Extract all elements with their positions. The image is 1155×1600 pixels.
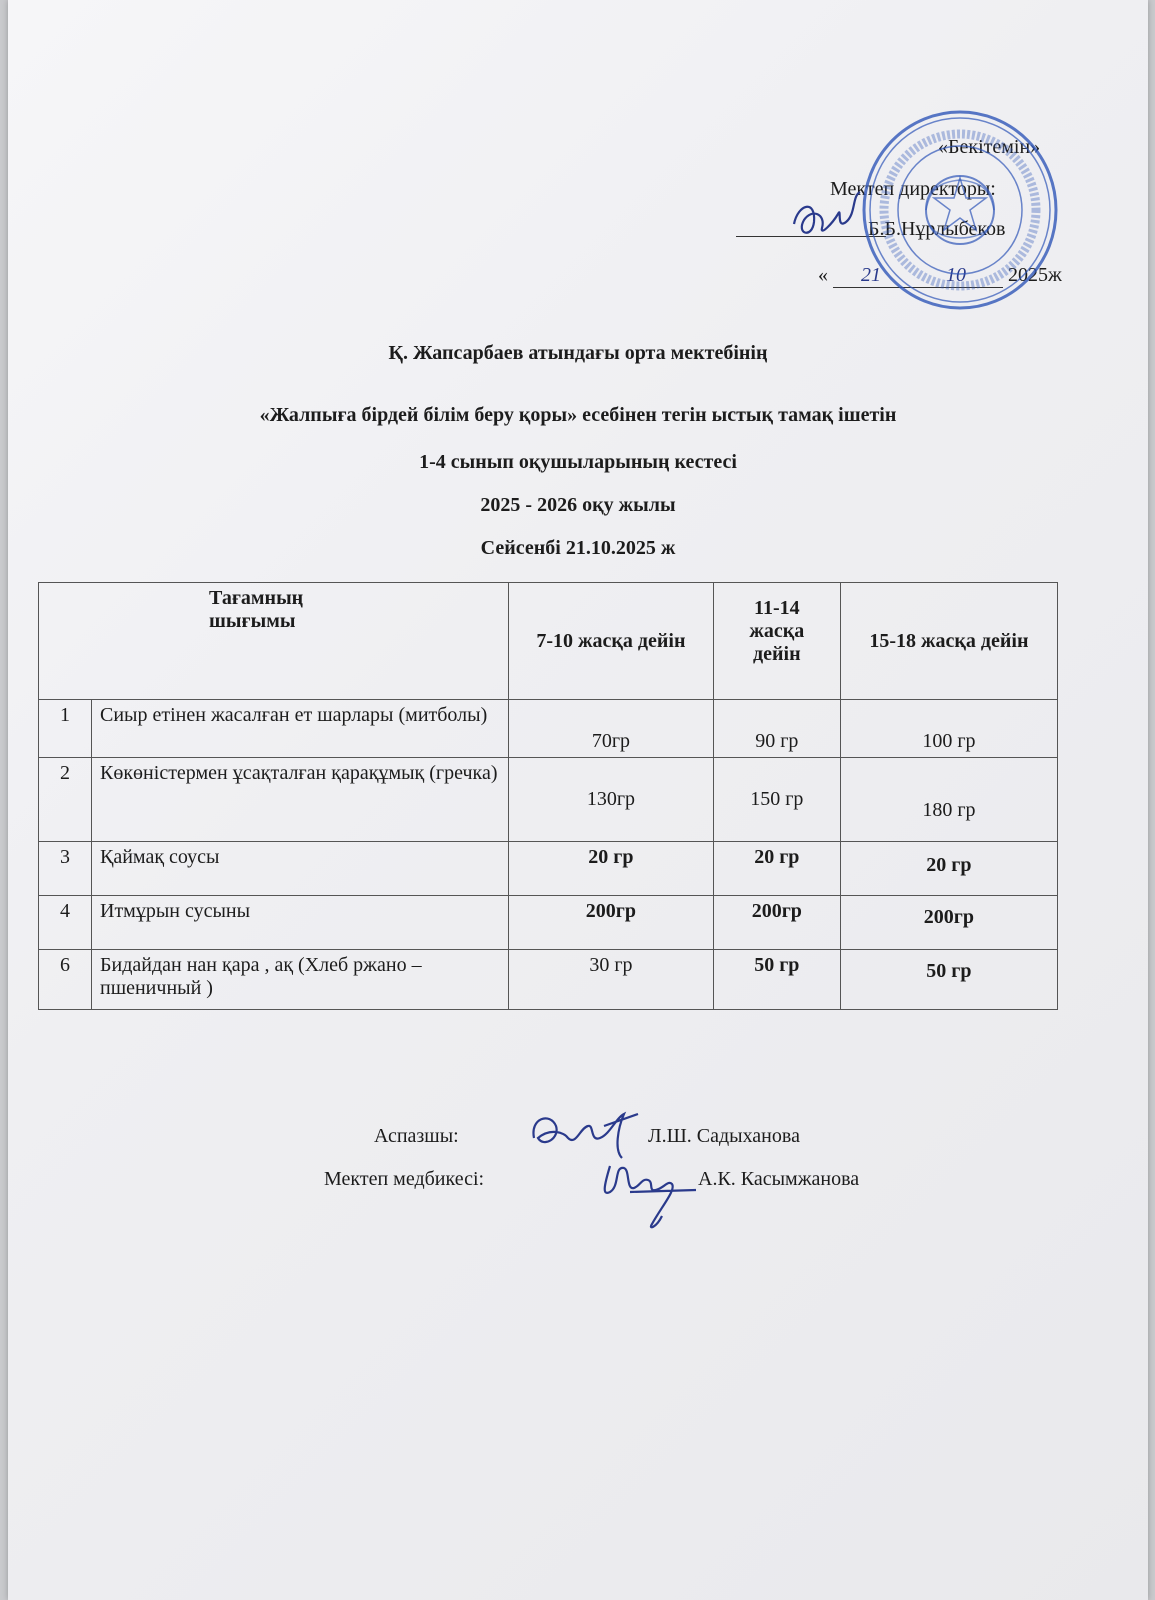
nurse-signature (590, 1146, 700, 1232)
header-age-7-10 (509, 583, 714, 700)
food-name: Қаймақ соусы (92, 842, 509, 896)
cook-label: Аспазшы: (374, 1125, 459, 1147)
table-row (39, 950, 1058, 1010)
portion-11-14: 20 гр (713, 842, 840, 896)
heading-year: 2025 - 2026 оқу жылы (480, 494, 676, 516)
portion-15-18: 20 гр (840, 842, 1057, 896)
date-year: 2025ж (1008, 264, 1062, 286)
header-age-15-18 (840, 583, 1057, 700)
date-open-quote: « (818, 264, 828, 286)
director-label: Мектеп директоры: (830, 178, 996, 200)
portion-15-18: 200гр (840, 896, 1057, 950)
food-name: Итмұрын сусыны (92, 896, 509, 950)
heading-fund: «Жалпыға бірдей білім беру қоры» есебінен тегін ыстық тамақ ішетін (259, 404, 897, 426)
portion-7-10: 70гр (509, 700, 714, 758)
row-number: 3 (39, 842, 92, 896)
header-age-15-18-label: 15-18 жасқа дейін (869, 629, 1029, 652)
table-row (39, 700, 1058, 758)
portion-7-10: 200гр (509, 896, 714, 950)
approve-title: «Бекітемін» (938, 136, 1041, 158)
food-name: Бидайдан нан қара , ақ (Хлеб ржано – пшеничный ) (92, 950, 509, 1010)
cook-name: Л.Ш. Садыханова (648, 1125, 800, 1147)
row-number: 6 (39, 950, 92, 1010)
heading-classes: 1-4 сынып оқушыларының кестесі (419, 451, 737, 473)
table-row (39, 896, 1058, 950)
date-day: 21 (861, 264, 881, 286)
header-age-7-10-label: 7-10 жасқа дейін (536, 629, 686, 652)
date-month: 10 (946, 264, 966, 286)
table-row (39, 842, 1058, 896)
document-page (8, 0, 1148, 1600)
nurse-name: А.К. Касымжанова (698, 1168, 860, 1190)
portion-7-10: 30 гр (509, 950, 714, 1010)
portion-15-18: 180 гр (840, 758, 1057, 842)
table-header-row (39, 583, 1058, 700)
table-row (39, 758, 1058, 842)
food-name: Көкөністермен ұсақталған қарақұмық (гречка) (92, 758, 509, 842)
heading-date: Сейсенбі 21.10.2025 ж (480, 537, 676, 559)
portion-15-18: 100 гр (840, 700, 1057, 758)
header-food-output-label: Тағамның шығымы (209, 587, 304, 632)
menu-table (38, 582, 1058, 1010)
director-name: Б.Б.Нұрлыбеков (868, 218, 1006, 240)
heading-school: Қ. Жапсарбаев атындағы орта мектебінің (388, 342, 768, 364)
portion-11-14: 200гр (713, 896, 840, 950)
header-food-output (39, 583, 509, 700)
header-age-11-14 (713, 583, 840, 700)
row-number: 1 (39, 700, 92, 758)
portion-11-14: 150 гр (713, 758, 840, 842)
header-age-11-14-label: 11-14 жасқа дейін (749, 597, 805, 665)
portion-7-10: 130гр (509, 758, 714, 842)
portion-11-14: 90 гр (713, 700, 840, 758)
food-name: Сиыр етінен жасалған ет шарлары (митболы) (92, 700, 509, 758)
row-number: 4 (39, 896, 92, 950)
official-seal (860, 108, 1060, 313)
nurse-label: Мектеп медбикесі: (324, 1168, 485, 1190)
portion-7-10: 20 гр (509, 842, 714, 896)
portion-11-14: 50 гр (713, 950, 840, 1010)
portion-15-18: 50 гр (840, 950, 1057, 1010)
row-number: 2 (39, 758, 92, 842)
